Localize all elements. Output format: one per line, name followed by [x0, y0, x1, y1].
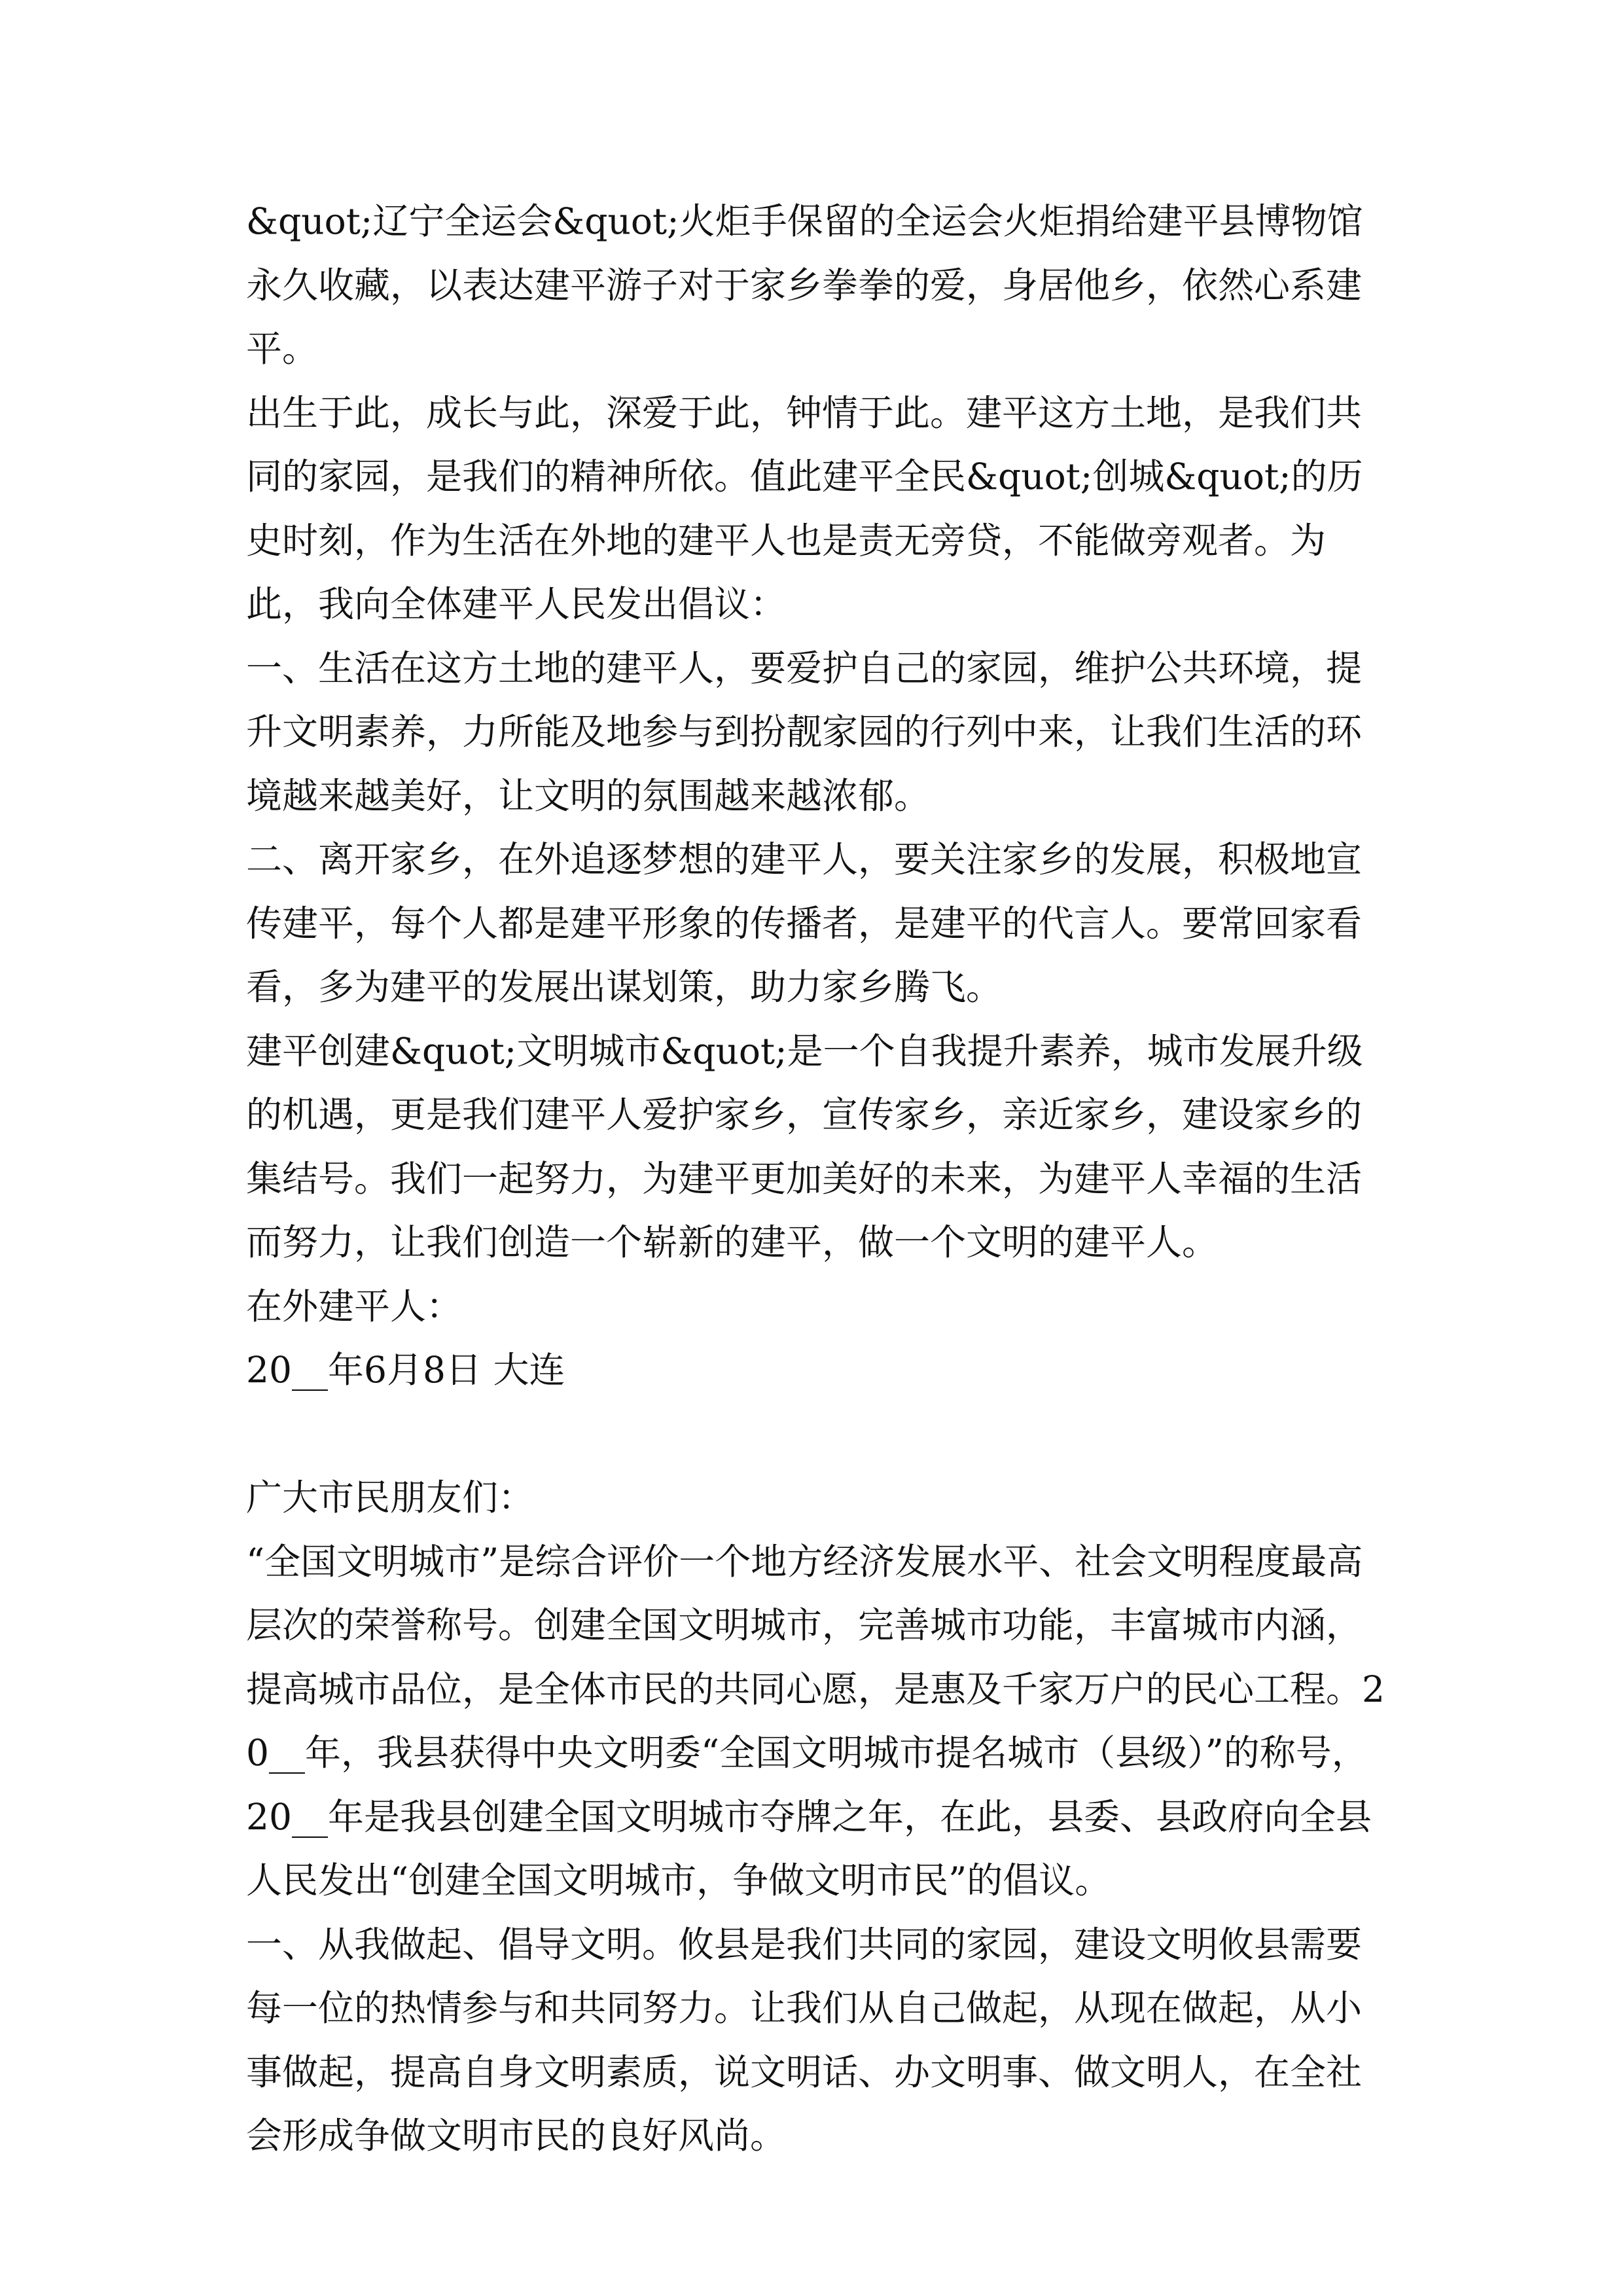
- paragraph-hometown-appeal: 出生于此，成长与此，深爱于此，钟情于此。建平这方土地，是我们共同的家园，是我们的精神所依。值此建平全民&quot;创城&quot;的历史时刻，作为生活在外地的建平人也是责无旁贷，不能做旁观者。为此，我向全体建平人民发出倡议：: [246, 391, 1363, 625]
- greeting-line: 广大市民朋友们：: [246, 1477, 535, 1518]
- paragraph-proposal-one: 一、生活在这方土地的建平人，要爱护自己的家园，维护公共环境，提升文明素养，力所能及地参与到扮靓家园的行列中来，让我们生活的环境越来越美好，让文明的氛围越来越浓郁。: [246, 647, 1363, 817]
- paragraph-proposal-two: 二、离开家乡，在外追逐梦想的建平人，要关注家乡的发展，积极地宣传建平，每个人都是建平形象的传播者，是建平的代言人。要常回家看看，多为建平的发展出谋划策，助力家乡腾飞。: [246, 838, 1363, 1008]
- paragraph-civilized-city: 建平创建&quot;文明城市&quot;是一个自我提升素养，城市发展升级的机遇，更是我们建平人爱护家乡，宣传家乡，亲近家乡，建设家乡的集结号。我们一起努力，为建平更加美好的未来，为建平人幸福的生活而努力，让我们创造一个崭新的建平，做一个文明的建平人。: [246, 1030, 1363, 1263]
- signature-line: 在外建平人：: [246, 1285, 463, 1327]
- section-gap: [246, 1403, 1385, 1467]
- date-line: 20__年6月8日 大连: [246, 1349, 565, 1391]
- paragraph-national-civilized-city: “全国文明城市”是综合评价一个地方经济发展水平、社会文明程度最高层次的荣誉称号。创建全国文明城市，完善城市功能，丰富城市内涵，提高城市品位，是全体市民的共同心愿，是惠及千家万户的民心工程。20__年，我县获得中央文明委“全国文明城市提名城市（县级）”的称号，20__年是我县创建全国文明城市夺牌之年，在此，县委、县政府向全县人民发出“创建全国文明城市，争做文明市民”的倡议。: [246, 1540, 1385, 1901]
- paragraph-torch-donation: &quot;辽宁全运会&quot;火炬手保留的全运会火炬捐给建平县博物馆永久收藏，以表达建平游子对于家乡拳拳的爱，身居他乡，依然心系建平。: [246, 200, 1363, 370]
- document-body: [246, 190, 1385, 2168]
- paragraph-start-with-me: 一、从我做起、倡导文明。攸县是我们共同的家园，建设文明攸县需要每一位的热情参与和共同努力。让我们从自己做起，从现在做起，从小事做起，提高自身文明素质，说文明话、办文明事、做文明人，在全社会形成争做文明市民的良好风尚。: [246, 1923, 1363, 2157]
